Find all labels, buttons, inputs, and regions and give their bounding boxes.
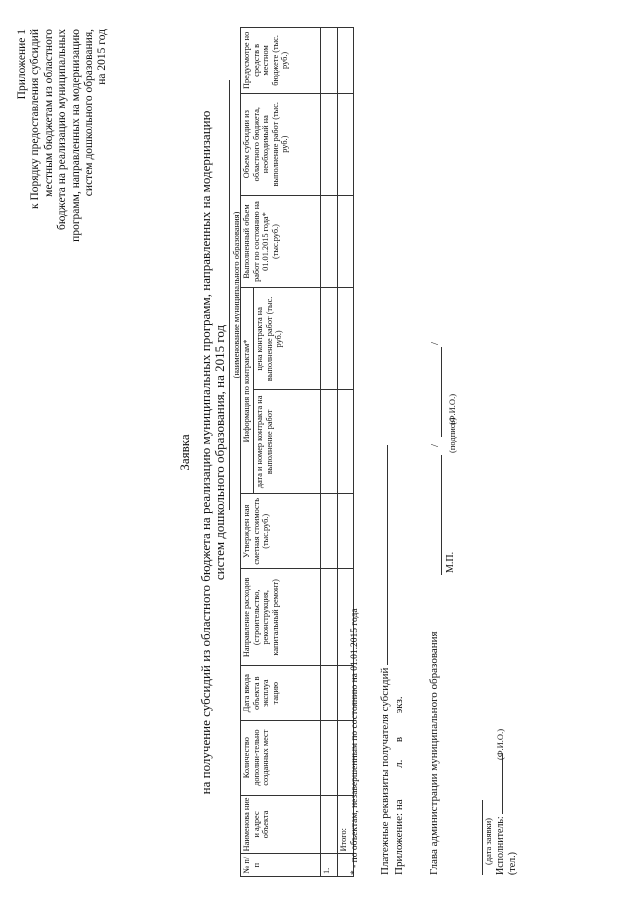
requisites-label: Платежные реквизиты получателя субсидий (379, 667, 391, 875)
title-heading: Заявка (177, 434, 192, 471)
appendix-block (16, 29, 110, 305)
table-cell (321, 795, 338, 854)
header-local-budget: Предусмотре но средств в местном бюджете (тыс. руб.) (241, 28, 321, 94)
appendix-line: бюджета на реализацию муниципальных (56, 29, 69, 231)
header-object-name: Наименова ние и адрес объекта (241, 795, 321, 854)
table-cell (338, 390, 354, 494)
stamp-mp: М.П. (445, 551, 456, 573)
total-label: Итого: (338, 795, 354, 854)
slash-right: / (429, 341, 441, 345)
signature-caption: (подпись) (447, 417, 457, 453)
header-contracts: Информация по контрактам* (241, 288, 254, 494)
table-cell (321, 569, 338, 666)
attachment-copies: экз. (393, 696, 405, 714)
signature-line (441, 455, 442, 575)
table-cell (321, 390, 338, 494)
head-label: Глава администрации муниципального образования (428, 631, 440, 875)
table-cell (321, 195, 338, 288)
header-contract-date: дата и номер контракта на выполнение работ (254, 390, 321, 494)
table-cell (338, 288, 354, 390)
header-contract-price: цена контракта на выполнение работ (тыс. руб.) (254, 288, 321, 390)
table-row (321, 28, 338, 877)
appendix-line: местным бюджетам из областного (42, 29, 55, 197)
date-caption: (дата заявки) (483, 818, 493, 865)
header-estimate: Утвержден ная сметная стоимость (тыс.руб.) (241, 494, 321, 569)
municipality-caption: (наименование муниципального образования) (231, 211, 241, 379)
table-cell (338, 28, 354, 94)
table-cell (321, 28, 338, 94)
table-cell (338, 494, 354, 569)
municipality-line (229, 80, 230, 510)
header-commission-date: Дата ввода объекта в эксплуа тацию (241, 666, 321, 720)
header-subsidy-volume: Объем субсидии из областного бюджета, необходимый на выполнение работ (тыс. руб.) (241, 93, 321, 195)
executor-underline (493, 754, 503, 814)
table-cell (321, 666, 338, 720)
subsidy-table (240, 27, 354, 877)
attachment-in: в (393, 736, 405, 743)
table-cell (321, 93, 338, 195)
header-completed-volume: Выполненный объем работ по состоянию на 01.01.2015 года* (тыс.руб.) (241, 195, 321, 288)
header-no: № п/п (241, 854, 321, 877)
requisites-line (377, 445, 388, 665)
title-line: на получение субсидий из областного бюджета на реализацию муниципальных программ, направленных на модернизацию (197, 110, 213, 795)
attachment-prefix: Приложение: на (393, 799, 405, 875)
row-number: 1. (321, 854, 338, 877)
tel-label: (тел.) (507, 852, 518, 875)
head-fio-caption: (Ф.И.О.) (447, 393, 457, 425)
footnote: * - по объектам, незавершенным по состоянию на 01.01.2015 года (350, 608, 360, 875)
executor-line (493, 754, 506, 875)
appendix-line: Приложение 1 (16, 29, 28, 100)
appendix-line: программ, направленных на модернизацию (69, 29, 82, 242)
header-places: Количество дополни-тельно созданных мест (241, 720, 321, 795)
header-direction: Направление расходов (строительство, реконструкция, капитальный ремонт) (241, 569, 321, 666)
appendix-line: к Порядку предоставления субсидий (29, 29, 42, 209)
fio-line (441, 347, 442, 437)
appendix-line: систем дошкольного образования, (83, 29, 96, 197)
executor-label: Исполнитель: (495, 816, 506, 875)
executor-fio-caption: (Ф.И.О.) (495, 728, 505, 760)
slash-left: / (429, 443, 441, 447)
table-cell (321, 494, 338, 569)
table-cell (321, 720, 338, 795)
table-cell (338, 195, 354, 288)
title-line: систем дошкольного образования, на 2015 год (212, 324, 228, 581)
attachment-sheets: л. (393, 759, 405, 768)
document-title (178, 0, 228, 905)
table-cell (321, 288, 338, 390)
table-cell (338, 93, 354, 195)
appendix-line: на 2015 год (96, 29, 109, 85)
requisites-block (377, 445, 406, 875)
